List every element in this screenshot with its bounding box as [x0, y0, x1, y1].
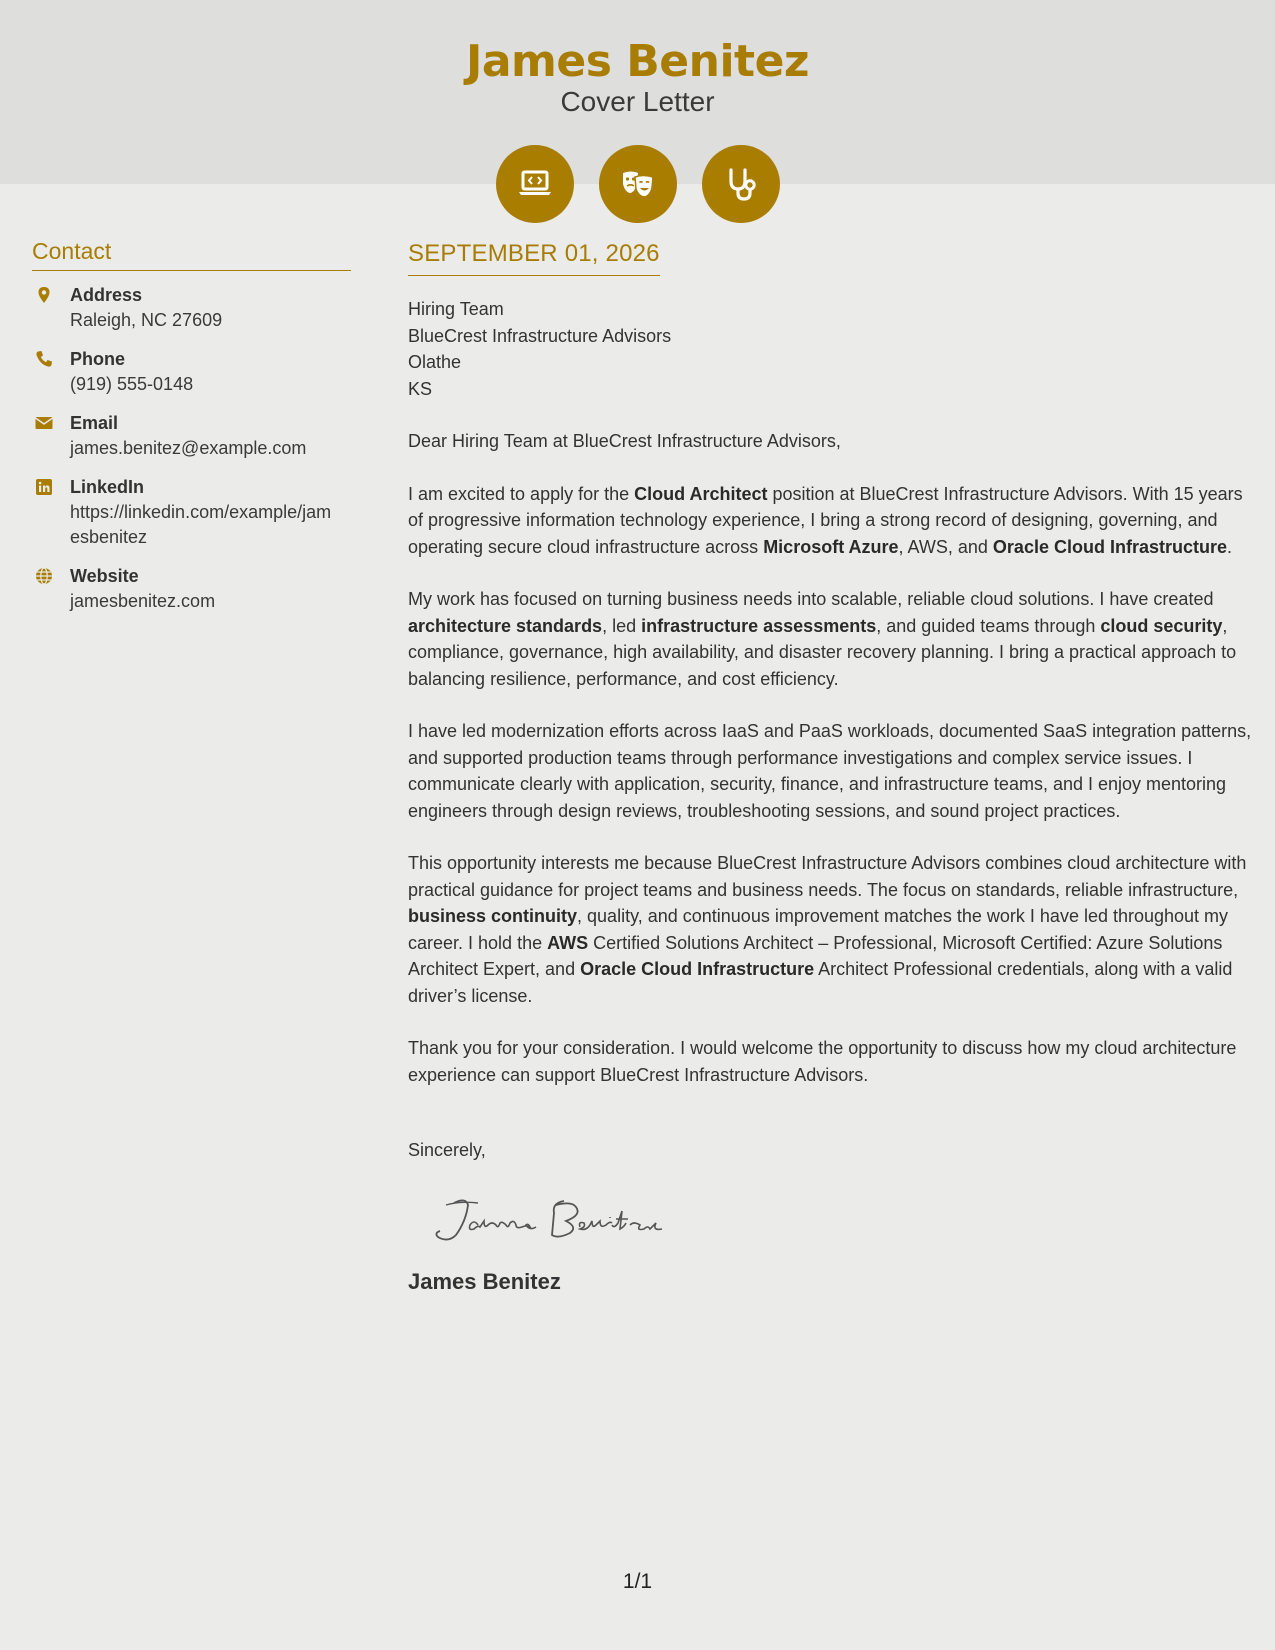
contact-label: Website: [70, 566, 139, 586]
phone-icon: [32, 347, 70, 397]
body-paragraph: [408, 1035, 1253, 1088]
header-icons: [496, 145, 780, 223]
bold-text: cloud security: [1100, 615, 1223, 636]
theater-masks-icon: [599, 145, 677, 223]
contact-linkedin: [32, 475, 351, 550]
contact-value: Raleigh, NC 27609: [70, 310, 223, 330]
contact-sidebar: [32, 238, 351, 628]
text-run: position at BlueCrest Infrastructure Advisors. With 15 years of progressive information technology experience, I bring a strong record of designing, governing, and operating secure cloud infrastructure across: [408, 483, 1243, 557]
contact-value: james.benitez@example.com: [70, 438, 307, 458]
globe-icon: [32, 564, 70, 614]
letter-date: SEPTEMBER 01, 2026: [408, 240, 660, 276]
text-run: .: [1226, 536, 1232, 557]
bold-text: architecture standards: [408, 615, 603, 636]
text-run: Architect Professional credentials, along with a valid driver’s license.: [408, 959, 1233, 1006]
greeting: Dear Hiring Team at BlueCrest Infrastructure Advisors,: [408, 431, 841, 451]
contact-email: [32, 411, 351, 461]
map-pin-icon: [32, 283, 70, 333]
text-run: , AWS, and: [898, 536, 993, 557]
bold-text: AWS: [547, 932, 589, 953]
text-run: This opportunity interests me because BlueCrest Infrastructure Advisors combines cloud architecture with practical guidance for project teams and business needs. The focus on standards, reliable infrastructure,: [408, 853, 1247, 900]
text-run: , compliance, governance, high availability, and disaster recovery planning. I bring a practical approach to balancing resilience, performance, and cost efficiency.: [408, 615, 1237, 689]
contact-label: Phone: [70, 349, 126, 369]
stethoscope-icon: [702, 145, 780, 223]
contact-address: [32, 283, 351, 333]
bold-text: Cloud Architect: [634, 483, 768, 504]
contact-value: (919) 555-0148: [70, 374, 194, 394]
candidate-name: James Benitez: [465, 36, 810, 87]
recipient-line: KS: [408, 378, 433, 399]
closing: Sincerely,: [408, 1140, 486, 1160]
laptop-code-icon: [496, 145, 574, 223]
text-run: I am excited to apply for the: [408, 483, 635, 504]
body-paragraph: [408, 481, 1253, 561]
signer-name: James Benitez: [408, 1269, 561, 1294]
recipient-block: [408, 296, 1253, 402]
signature-image: [426, 1191, 1253, 1251]
bold-text: Microsoft Azure: [763, 536, 899, 557]
recipient-line: BlueCrest Infrastructure Advisors: [408, 325, 672, 346]
contact-phone: [32, 347, 351, 397]
bold-text: Oracle Cloud Infrastructure: [580, 959, 815, 979]
document-subtitle: Cover Letter: [560, 86, 715, 117]
contact-value[interactable]: jamesbenitez.com: [70, 591, 216, 611]
bold-text: Oracle Cloud Infrastructure: [992, 536, 1227, 557]
contact-heading: Contact: [32, 238, 351, 271]
letter-body: [408, 240, 1253, 1295]
bold-text: business continuity: [408, 906, 578, 926]
contact-label: Email: [70, 413, 119, 433]
text-run: I have led modernization efforts across IaaS and PaaS workloads, documented SaaS integration patterns, and supported production teams through performance investigations and complex service issues. I communicate clearly with application, security, finance, and infrastructure teams, and I enjoy mentoring engineers through design reviews, troubleshooting sessions, and sound project practices.: [408, 721, 1252, 821]
recipient-line: Hiring Team: [408, 299, 504, 319]
contact-label: Address: [70, 285, 143, 305]
contact-list: [32, 283, 351, 614]
text-run: My work has focused on turning business needs into scalable, reliable cloud solutions. I have created: [408, 589, 1214, 609]
text-run: , quality, and continuous improvement matches the work I have led throughout my career. I hold the: [408, 906, 1229, 953]
contact-label: LinkedIn: [70, 477, 145, 497]
text-run: Certified Solutions Architect – Professional, Microsoft Certified: Azure Solutions Architect Expert, and: [408, 932, 1223, 979]
body-paragraph: [408, 718, 1253, 824]
body-paragraph: [408, 850, 1253, 1009]
text-run: Thank you for your consideration. I would welcome the opportunity to discuss how my cloud architecture experience can support BlueCrest Infrastructure Advisors.: [408, 1038, 1237, 1085]
recipient-line: Olathe: [408, 352, 462, 372]
linkedin-icon: [32, 475, 70, 550]
contact-value[interactable]: https://linkedin.com/example/jamesbenitez: [70, 502, 332, 547]
text-run: , and guided teams through: [876, 615, 1101, 636]
bold-text: infrastructure assessments: [641, 615, 877, 636]
text-run: , led: [602, 615, 642, 636]
body-paragraph: [408, 586, 1253, 692]
envelope-icon: [32, 411, 70, 461]
page-number: 1/1: [622, 1570, 653, 1593]
contact-website: [32, 564, 351, 614]
